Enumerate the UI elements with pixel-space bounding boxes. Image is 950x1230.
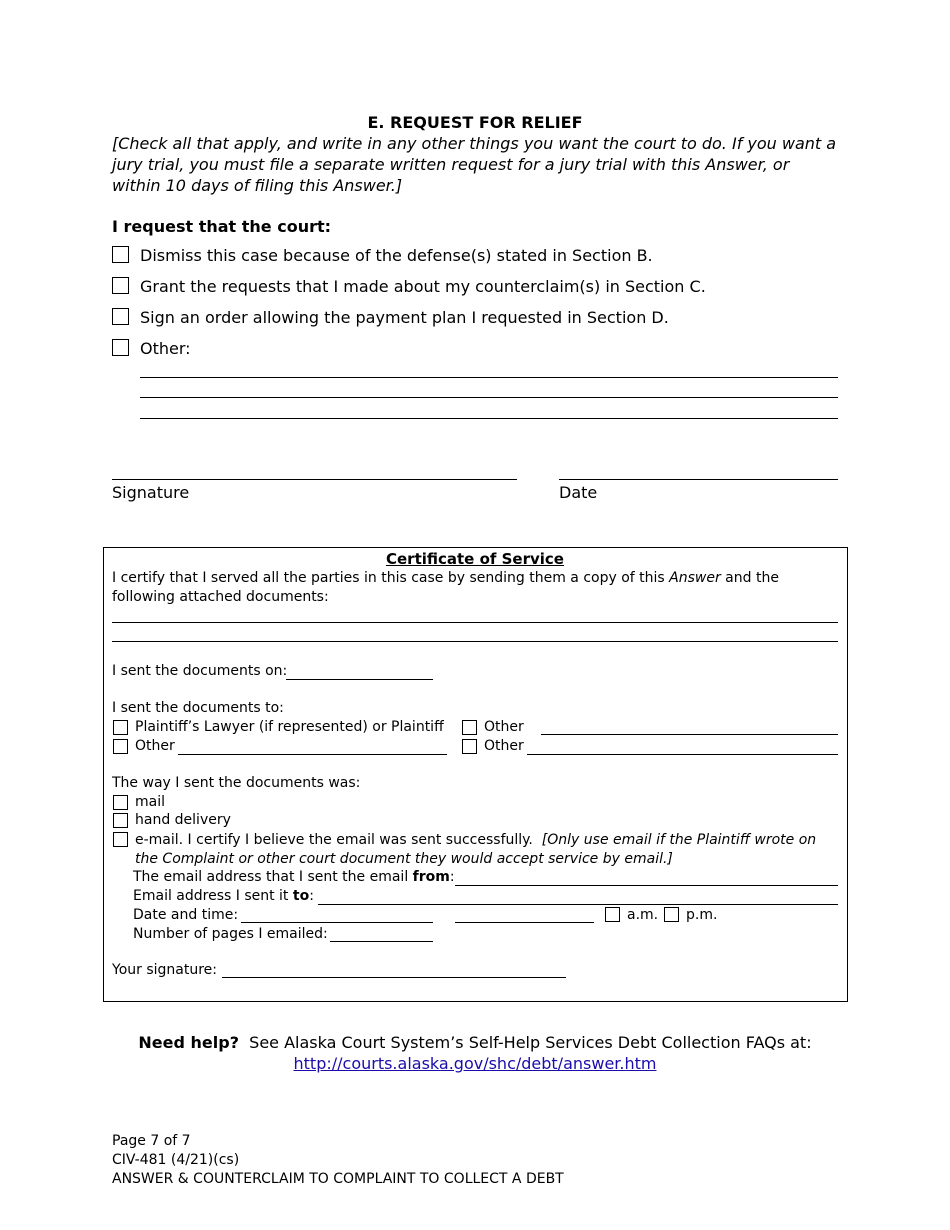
your-signature-label: Your signature: bbox=[112, 962, 217, 978]
footer-form-id: CIV-481 (4/21)(cs) bbox=[112, 1152, 240, 1168]
signature-label: Signature bbox=[112, 483, 190, 502]
pages-line[interactable] bbox=[330, 941, 433, 942]
request-heading: I request that the court: bbox=[112, 217, 332, 236]
method-email-label: e-mail. I certify I believe the email was sent successfully. bbox=[135, 832, 533, 848]
method-mail-checkbox[interactable] bbox=[113, 795, 128, 810]
recipient-other-2-label: Other bbox=[484, 719, 524, 735]
help-bold: Need help? bbox=[138, 1033, 239, 1052]
certificate-intro-text-end: and the following attached documents: bbox=[112, 570, 779, 605]
method-email-text bbox=[135, 831, 843, 869]
other-write-line-2[interactable] bbox=[140, 397, 838, 398]
recipient-other-3-label: Other bbox=[484, 738, 524, 754]
email-to-line[interactable] bbox=[318, 904, 838, 905]
email-from-line[interactable] bbox=[455, 885, 838, 886]
email-time-line[interactable] bbox=[455, 922, 594, 923]
other-write-line-3[interactable] bbox=[140, 418, 838, 419]
sent-on-label: I sent the documents on: bbox=[112, 663, 288, 679]
documents-line-1[interactable] bbox=[112, 622, 838, 623]
recipient-other-2-line[interactable] bbox=[541, 734, 838, 735]
help-text bbox=[0, 1033, 950, 1052]
am-label: a.m. bbox=[627, 907, 659, 923]
date-line[interactable] bbox=[559, 479, 838, 480]
email-to-label bbox=[133, 888, 314, 904]
certificate-title: Certificate of Service bbox=[385, 550, 564, 568]
recipient-other-3-line[interactable] bbox=[527, 754, 838, 755]
date-label: Date bbox=[559, 483, 598, 502]
documents-line-2[interactable] bbox=[112, 641, 838, 642]
email-date-line[interactable] bbox=[241, 922, 433, 923]
option-other-label: Other: bbox=[140, 339, 191, 358]
method-hand-label: hand delivery bbox=[135, 812, 231, 828]
sent-to-label: I sent the documents to: bbox=[112, 700, 284, 716]
option-dismiss-checkbox[interactable] bbox=[112, 246, 129, 263]
option-dismiss-label: Dismiss this case because of the defense(s) stated in Section B. bbox=[140, 246, 653, 265]
footer-page: Page 7 of 7 bbox=[112, 1133, 191, 1149]
email-from-colon: : bbox=[449, 869, 455, 885]
pages-label: Number of pages I emailed: bbox=[133, 926, 328, 942]
date-time-label: Date and time: bbox=[133, 907, 239, 923]
option-counterclaim-checkbox[interactable] bbox=[112, 277, 129, 294]
am-checkbox[interactable] bbox=[605, 907, 620, 922]
recipient-other-3-checkbox[interactable] bbox=[462, 739, 477, 754]
pm-label: p.m. bbox=[686, 907, 718, 923]
help-description: See Alaska Court System’s Self-Help Services Debt Collection FAQs at: bbox=[238, 1033, 812, 1052]
option-counterclaim-label: Grant the requests that I made about my counterclaim(s) in Section C. bbox=[140, 277, 706, 296]
certificate-intro-text: I certify that I served all the parties in this case by sending them a copy of this bbox=[112, 570, 670, 586]
recipient-other-2-checkbox[interactable] bbox=[462, 720, 477, 735]
method-email-checkbox[interactable] bbox=[113, 832, 128, 847]
email-from-label bbox=[133, 869, 455, 885]
recipient-other-1-label: Other bbox=[135, 738, 175, 754]
recipient-plaintiff-label: Plaintiff’s Lawyer (if represented) or Plaintiff bbox=[135, 719, 444, 735]
option-other-checkbox[interactable] bbox=[112, 339, 129, 356]
pm-checkbox[interactable] bbox=[664, 907, 679, 922]
method-hand-checkbox[interactable] bbox=[113, 813, 128, 828]
your-signature-line[interactable] bbox=[222, 977, 566, 978]
section-instructions: [Check all that apply, and write in any other things you want the court to do. If you want a jury trial, you must file a separate written request for a jury trial with this Answer, or within 10 days of filing this Answer.] bbox=[112, 134, 837, 195]
footer-form-title: ANSWER & COUNTERCLAIM TO COMPLAINT TO COLLECT A DEBT bbox=[112, 1171, 564, 1187]
email-to-colon: : bbox=[309, 888, 314, 904]
email-from-text: The email address that I sent the email bbox=[133, 869, 413, 885]
help-link[interactable]: http://courts.alaska.gov/shc/debt/answer.htm bbox=[293, 1054, 657, 1073]
recipient-other-1-line[interactable] bbox=[178, 754, 447, 755]
option-payment-plan-checkbox[interactable] bbox=[112, 308, 129, 325]
help-link-row bbox=[0, 1054, 950, 1073]
email-to-bold: to bbox=[292, 888, 310, 904]
recipient-plaintiff-checkbox[interactable] bbox=[113, 720, 128, 735]
email-from-bold: from bbox=[412, 869, 450, 885]
option-payment-plan-label: Sign an order allowing the payment plan I requested in Section D. bbox=[140, 308, 669, 327]
method-email-note: [Only use email if the Plaintiff wrote on the Complaint or other court document they would accept service by email.] bbox=[135, 832, 817, 867]
email-to-text: Email address I sent it bbox=[133, 888, 293, 904]
sent-on-line[interactable] bbox=[286, 679, 433, 680]
certificate-intro-answer: Answer bbox=[669, 570, 721, 586]
signature-line[interactable] bbox=[112, 479, 517, 480]
certificate-intro bbox=[112, 569, 842, 607]
other-write-line-1[interactable] bbox=[140, 377, 838, 378]
recipient-other-1-checkbox[interactable] bbox=[113, 739, 128, 754]
method-label: The way I sent the documents was: bbox=[112, 775, 361, 791]
method-mail-label: mail bbox=[135, 794, 165, 810]
section-title: E. REQUEST FOR RELIEF bbox=[367, 113, 583, 132]
